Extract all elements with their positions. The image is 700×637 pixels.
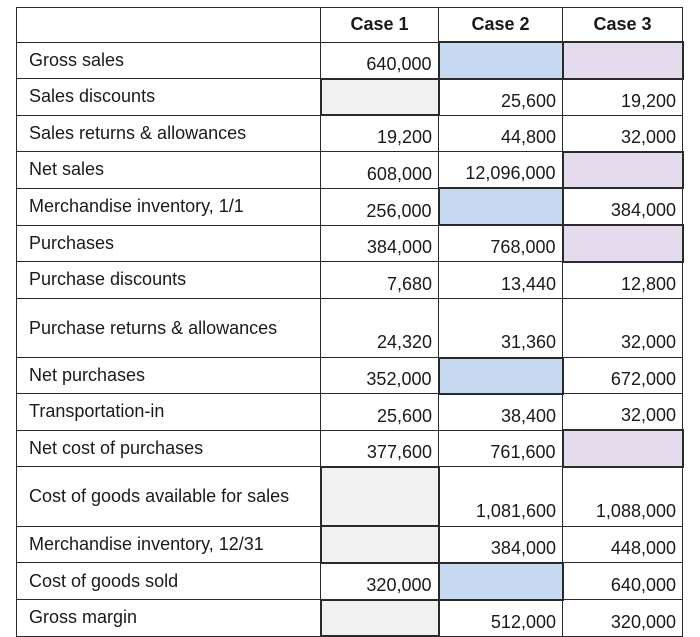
value-cell-case-3: 12,800: [563, 262, 683, 299]
header-label-corner: [17, 8, 321, 43]
income-statement-table: [16, 7, 684, 637]
row-label: Transportation-in: [17, 394, 321, 431]
value-cell-case-3: 448,000: [563, 526, 683, 563]
row-label: Sales discounts: [17, 79, 321, 116]
blank-cell-case-3[interactable]: [563, 225, 683, 262]
header-case-3: Case 3: [563, 8, 683, 43]
row-label: Merchandise inventory, 12/31: [17, 526, 321, 563]
blank-cell-case-2[interactable]: [439, 188, 563, 225]
value-cell-case-2: 512,000: [439, 600, 563, 637]
blank-cell-case-2[interactable]: [439, 42, 563, 79]
value-cell-case-1: 608,000: [321, 152, 439, 189]
value-cell-case-1: 7,680: [321, 262, 439, 299]
table-row: [17, 188, 683, 225]
table-row: [17, 467, 683, 527]
value-cell-case-1: 384,000: [321, 225, 439, 262]
blank-cell-case-2[interactable]: [439, 563, 563, 600]
header-row: [17, 8, 683, 43]
row-label: Cost of goods sold: [17, 563, 321, 600]
blank-cell-case-1[interactable]: [321, 467, 439, 527]
table-row: [17, 394, 683, 431]
value-cell-case-1: 256,000: [321, 188, 439, 225]
value-cell-case-2: 761,600: [439, 430, 563, 467]
row-label: Sales returns & allowances: [17, 115, 321, 152]
table-row: [17, 152, 683, 189]
blank-cell-case-2[interactable]: [439, 358, 563, 394]
row-label: Gross margin: [17, 600, 321, 637]
blank-cell-case-1[interactable]: [321, 600, 439, 637]
value-cell-case-1: 25,600: [321, 394, 439, 431]
row-label: Net cost of purchases: [17, 430, 321, 467]
value-cell-case-2: 1,081,600: [439, 467, 563, 527]
table-row: [17, 358, 683, 394]
header-case-1: Case 1: [321, 8, 439, 43]
value-cell-case-2: 44,800: [439, 115, 563, 152]
row-label: Cost of goods available for sales: [17, 467, 321, 527]
table-row: [17, 600, 683, 637]
blank-cell-case-1[interactable]: [321, 79, 439, 116]
value-cell-case-2: 25,600: [439, 79, 563, 116]
value-cell-case-3: 32,000: [563, 115, 683, 152]
value-cell-case-3: 1,088,000: [563, 467, 683, 527]
value-cell-case-1: 24,320: [321, 298, 439, 358]
value-cell-case-1: 320,000: [321, 563, 439, 600]
value-cell-case-2: 13,440: [439, 262, 563, 299]
value-cell-case-2: 12,096,000: [439, 152, 563, 189]
value-cell-case-1: 19,200: [321, 115, 439, 152]
row-label: Purchase returns & allowances: [17, 298, 321, 358]
table-row: [17, 42, 683, 79]
value-cell-case-3: 19,200: [563, 79, 683, 116]
value-cell-case-3: 672,000: [563, 358, 683, 394]
header-case-2: Case 2: [439, 8, 563, 43]
table-body: [17, 42, 683, 636]
table-row: [17, 262, 683, 299]
row-label: Gross sales: [17, 42, 321, 79]
table-row: [17, 563, 683, 600]
blank-cell-case-3[interactable]: [563, 152, 683, 189]
blank-cell-case-3[interactable]: [563, 42, 683, 79]
row-label: Net purchases: [17, 358, 321, 394]
table-row: [17, 526, 683, 563]
value-cell-case-1: 352,000: [321, 358, 439, 394]
row-label: Purchase discounts: [17, 262, 321, 299]
row-label: Purchases: [17, 225, 321, 262]
table-row: [17, 115, 683, 152]
value-cell-case-3: 384,000: [563, 188, 683, 225]
value-cell-case-3: 32,000: [563, 298, 683, 358]
table-row: [17, 298, 683, 358]
value-cell-case-1: 377,600: [321, 430, 439, 467]
value-cell-case-2: 31,360: [439, 298, 563, 358]
value-cell-case-2: 38,400: [439, 394, 563, 431]
value-cell-case-3: 640,000: [563, 563, 683, 600]
value-cell-case-3: 32,000: [563, 394, 683, 431]
table-row: [17, 430, 683, 467]
blank-cell-case-1[interactable]: [321, 526, 439, 563]
table-row: [17, 225, 683, 262]
value-cell-case-2: 384,000: [439, 526, 563, 563]
value-cell-case-1: 640,000: [321, 42, 439, 79]
table-row: [17, 79, 683, 116]
value-cell-case-2: 768,000: [439, 225, 563, 262]
row-label: Merchandise inventory, 1/1: [17, 188, 321, 225]
row-label: Net sales: [17, 152, 321, 189]
value-cell-case-3: 320,000: [563, 600, 683, 637]
blank-cell-case-3[interactable]: [563, 430, 683, 467]
